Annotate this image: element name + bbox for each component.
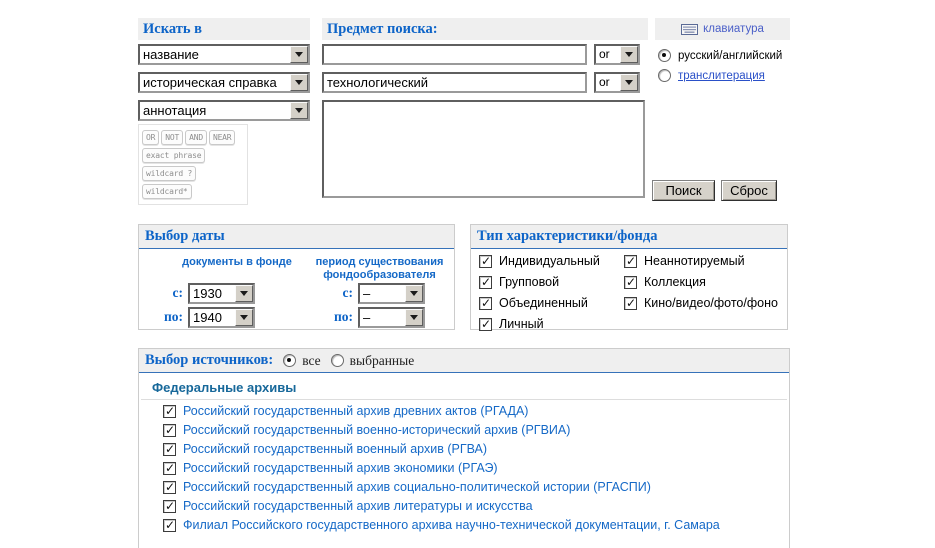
sources-section-header [139, 349, 789, 373]
reset-button[interactable]: Сброс [721, 180, 777, 201]
type-individual-option[interactable]: ✓ Индивидуальный [481, 253, 600, 268]
archive-item-rgva[interactable]: ✓ Российский государственный военный архив (РГВА) [165, 441, 488, 456]
period-label: период существования фондообразователя [315, 256, 444, 281]
operator-select-1-value: or [599, 47, 610, 61]
operator-select-2[interactable] [594, 72, 640, 93]
checkbox-checked-icon[interactable]: ✓ [626, 274, 637, 289]
archive-item-rgvia[interactable]: ✓ Российский государственный военно-исторический архив (РГВИА) [165, 422, 571, 437]
chevron-down-icon[interactable] [290, 74, 308, 91]
archive-item-rgaspi[interactable]: ✓ Российский государственный архив социально-политической истории (РГАСПИ) [165, 479, 651, 494]
checkbox-checked-icon[interactable]: ✓ [165, 460, 176, 475]
type-section-title: Тип характеристики/фонда [477, 228, 658, 244]
operator-buttons-box [138, 124, 248, 205]
archive-item-rgantd-samara[interactable]: ✓ Филиал Российского государственного архива научно-технической документации, г. Самара [165, 517, 720, 532]
type-media-option[interactable]: ✓ Кино/видео/фото/фоно [626, 295, 778, 310]
sources-section [138, 348, 790, 548]
archive-item-rgae[interactable]: ✓ Российский государственный архив экономики (РГАЭ) [165, 460, 498, 475]
type-section-header [471, 225, 787, 249]
subject-title: Предмет поиска: [327, 20, 438, 37]
search-in-select-3[interactable] [138, 100, 310, 121]
keyboard-bar [655, 18, 790, 40]
checkbox-checked-icon[interactable]: ✓ [626, 253, 637, 268]
type-personal-option[interactable]: ✓ Личный [481, 316, 544, 331]
search-in-select-1-value: название [143, 47, 199, 62]
federal-archives-title: Федеральные архивы [152, 380, 297, 395]
op-not-button[interactable]: NOT [161, 130, 183, 145]
checkbox-checked-icon[interactable]: ✓ [165, 517, 176, 532]
checkbox-checked-icon[interactable]: ✓ [481, 316, 492, 331]
period-to-value: – [363, 310, 371, 325]
divider [141, 399, 787, 400]
operator-select-2-value: or [599, 75, 610, 89]
op-near-button[interactable]: NEAR [209, 130, 235, 145]
keyboard-icon [681, 24, 698, 35]
subject-header-bar [322, 18, 648, 40]
chevron-down-icon[interactable] [405, 285, 423, 302]
checkbox-checked-icon[interactable]: ✓ [165, 441, 176, 456]
op-wildcard-q-button[interactable]: wildcard ? [142, 166, 196, 181]
doc-to-label: по: [163, 309, 183, 324]
search-button[interactable]: Поиск [652, 180, 715, 201]
doc-in-fond-label: документы в фонде [182, 256, 292, 268]
operator-select-1[interactable] [594, 44, 640, 65]
period-to-label: по: [333, 309, 353, 324]
date-section-header [139, 225, 454, 249]
doc-to-value: 1940 [193, 310, 222, 325]
search-in-select-3-value: аннотация [143, 103, 207, 118]
chevron-down-icon[interactable] [290, 102, 308, 119]
type-unannotated-option[interactable]: ✓ Неаннотируемый [626, 253, 745, 268]
type-united-option[interactable]: ✓ Объединенный [481, 295, 588, 310]
lang-russian-label: русский/английский [678, 49, 783, 62]
archive-item-rgali[interactable]: ✓ Российский государственный архив литературы и искусства [165, 498, 533, 513]
doc-from-label: с: [172, 285, 183, 300]
checkbox-checked-icon[interactable]: ✓ [165, 479, 176, 494]
sources-selected-radio[interactable] [331, 354, 344, 367]
period-from-label: с: [342, 285, 353, 300]
chevron-down-icon[interactable] [620, 46, 638, 63]
sources-section-title: Выбор источников: [145, 352, 274, 368]
checkbox-checked-icon[interactable]: ✓ [481, 253, 492, 268]
lang-russian-option[interactable] [658, 49, 782, 62]
chevron-down-icon[interactable] [620, 74, 638, 91]
period-from-select[interactable] [358, 283, 425, 304]
op-wildcard-star-button[interactable]: wildcard* [142, 184, 192, 199]
type-section [470, 224, 788, 330]
doc-to-select[interactable] [188, 307, 255, 328]
chevron-down-icon[interactable] [290, 46, 308, 63]
chevron-down-icon[interactable] [235, 309, 253, 326]
chevron-down-icon[interactable] [405, 309, 423, 326]
chevron-down-icon[interactable] [235, 285, 253, 302]
search-in-title: Искать в [143, 20, 202, 37]
subject-textarea[interactable] [322, 100, 645, 198]
search-in-select-2[interactable] [138, 72, 310, 93]
archive-item-rgada[interactable]: ✓ Российский государственный архив древних актов (РГАДА) [165, 403, 529, 418]
checkbox-checked-icon[interactable]: ✓ [626, 295, 637, 310]
lang-translit-link[interactable]: транслитерация [678, 69, 765, 82]
date-section [138, 224, 455, 330]
sources-selected-option[interactable]: выбранные [331, 353, 415, 369]
lang-translit-option[interactable] [658, 69, 765, 82]
search-in-select-1[interactable] [138, 44, 310, 65]
op-and-button[interactable]: AND [185, 130, 207, 145]
lang-translit-radio[interactable] [658, 69, 671, 82]
period-to-select[interactable] [358, 307, 425, 328]
lang-russian-radio[interactable] [658, 49, 671, 62]
search-in-header-bar [138, 18, 310, 40]
doc-from-value: 1930 [193, 286, 222, 301]
type-collection-option[interactable]: ✓ Коллекция [626, 274, 706, 289]
sources-all-option[interactable]: все [283, 353, 320, 369]
checkbox-checked-icon[interactable]: ✓ [481, 295, 492, 310]
checkbox-checked-icon[interactable]: ✓ [165, 498, 176, 513]
type-group-option[interactable]: ✓ Групповой [481, 274, 560, 289]
checkbox-checked-icon[interactable]: ✓ [481, 274, 492, 289]
sources-all-radio[interactable] [283, 354, 296, 367]
search-in-select-2-value: историческая справка [143, 75, 277, 90]
subject-input-1[interactable] [322, 44, 587, 65]
doc-from-select[interactable] [188, 283, 255, 304]
checkbox-checked-icon[interactable]: ✓ [165, 403, 176, 418]
period-from-value: – [363, 286, 371, 301]
subject-input-2[interactable] [322, 72, 587, 93]
checkbox-checked-icon[interactable]: ✓ [165, 422, 176, 437]
keyboard-link[interactable]: клавиатура [703, 23, 764, 35]
date-section-title: Выбор даты [145, 228, 225, 244]
op-exact-phrase-button[interactable]: exact phrase [142, 148, 205, 163]
op-or-button[interactable]: OR [142, 130, 159, 145]
